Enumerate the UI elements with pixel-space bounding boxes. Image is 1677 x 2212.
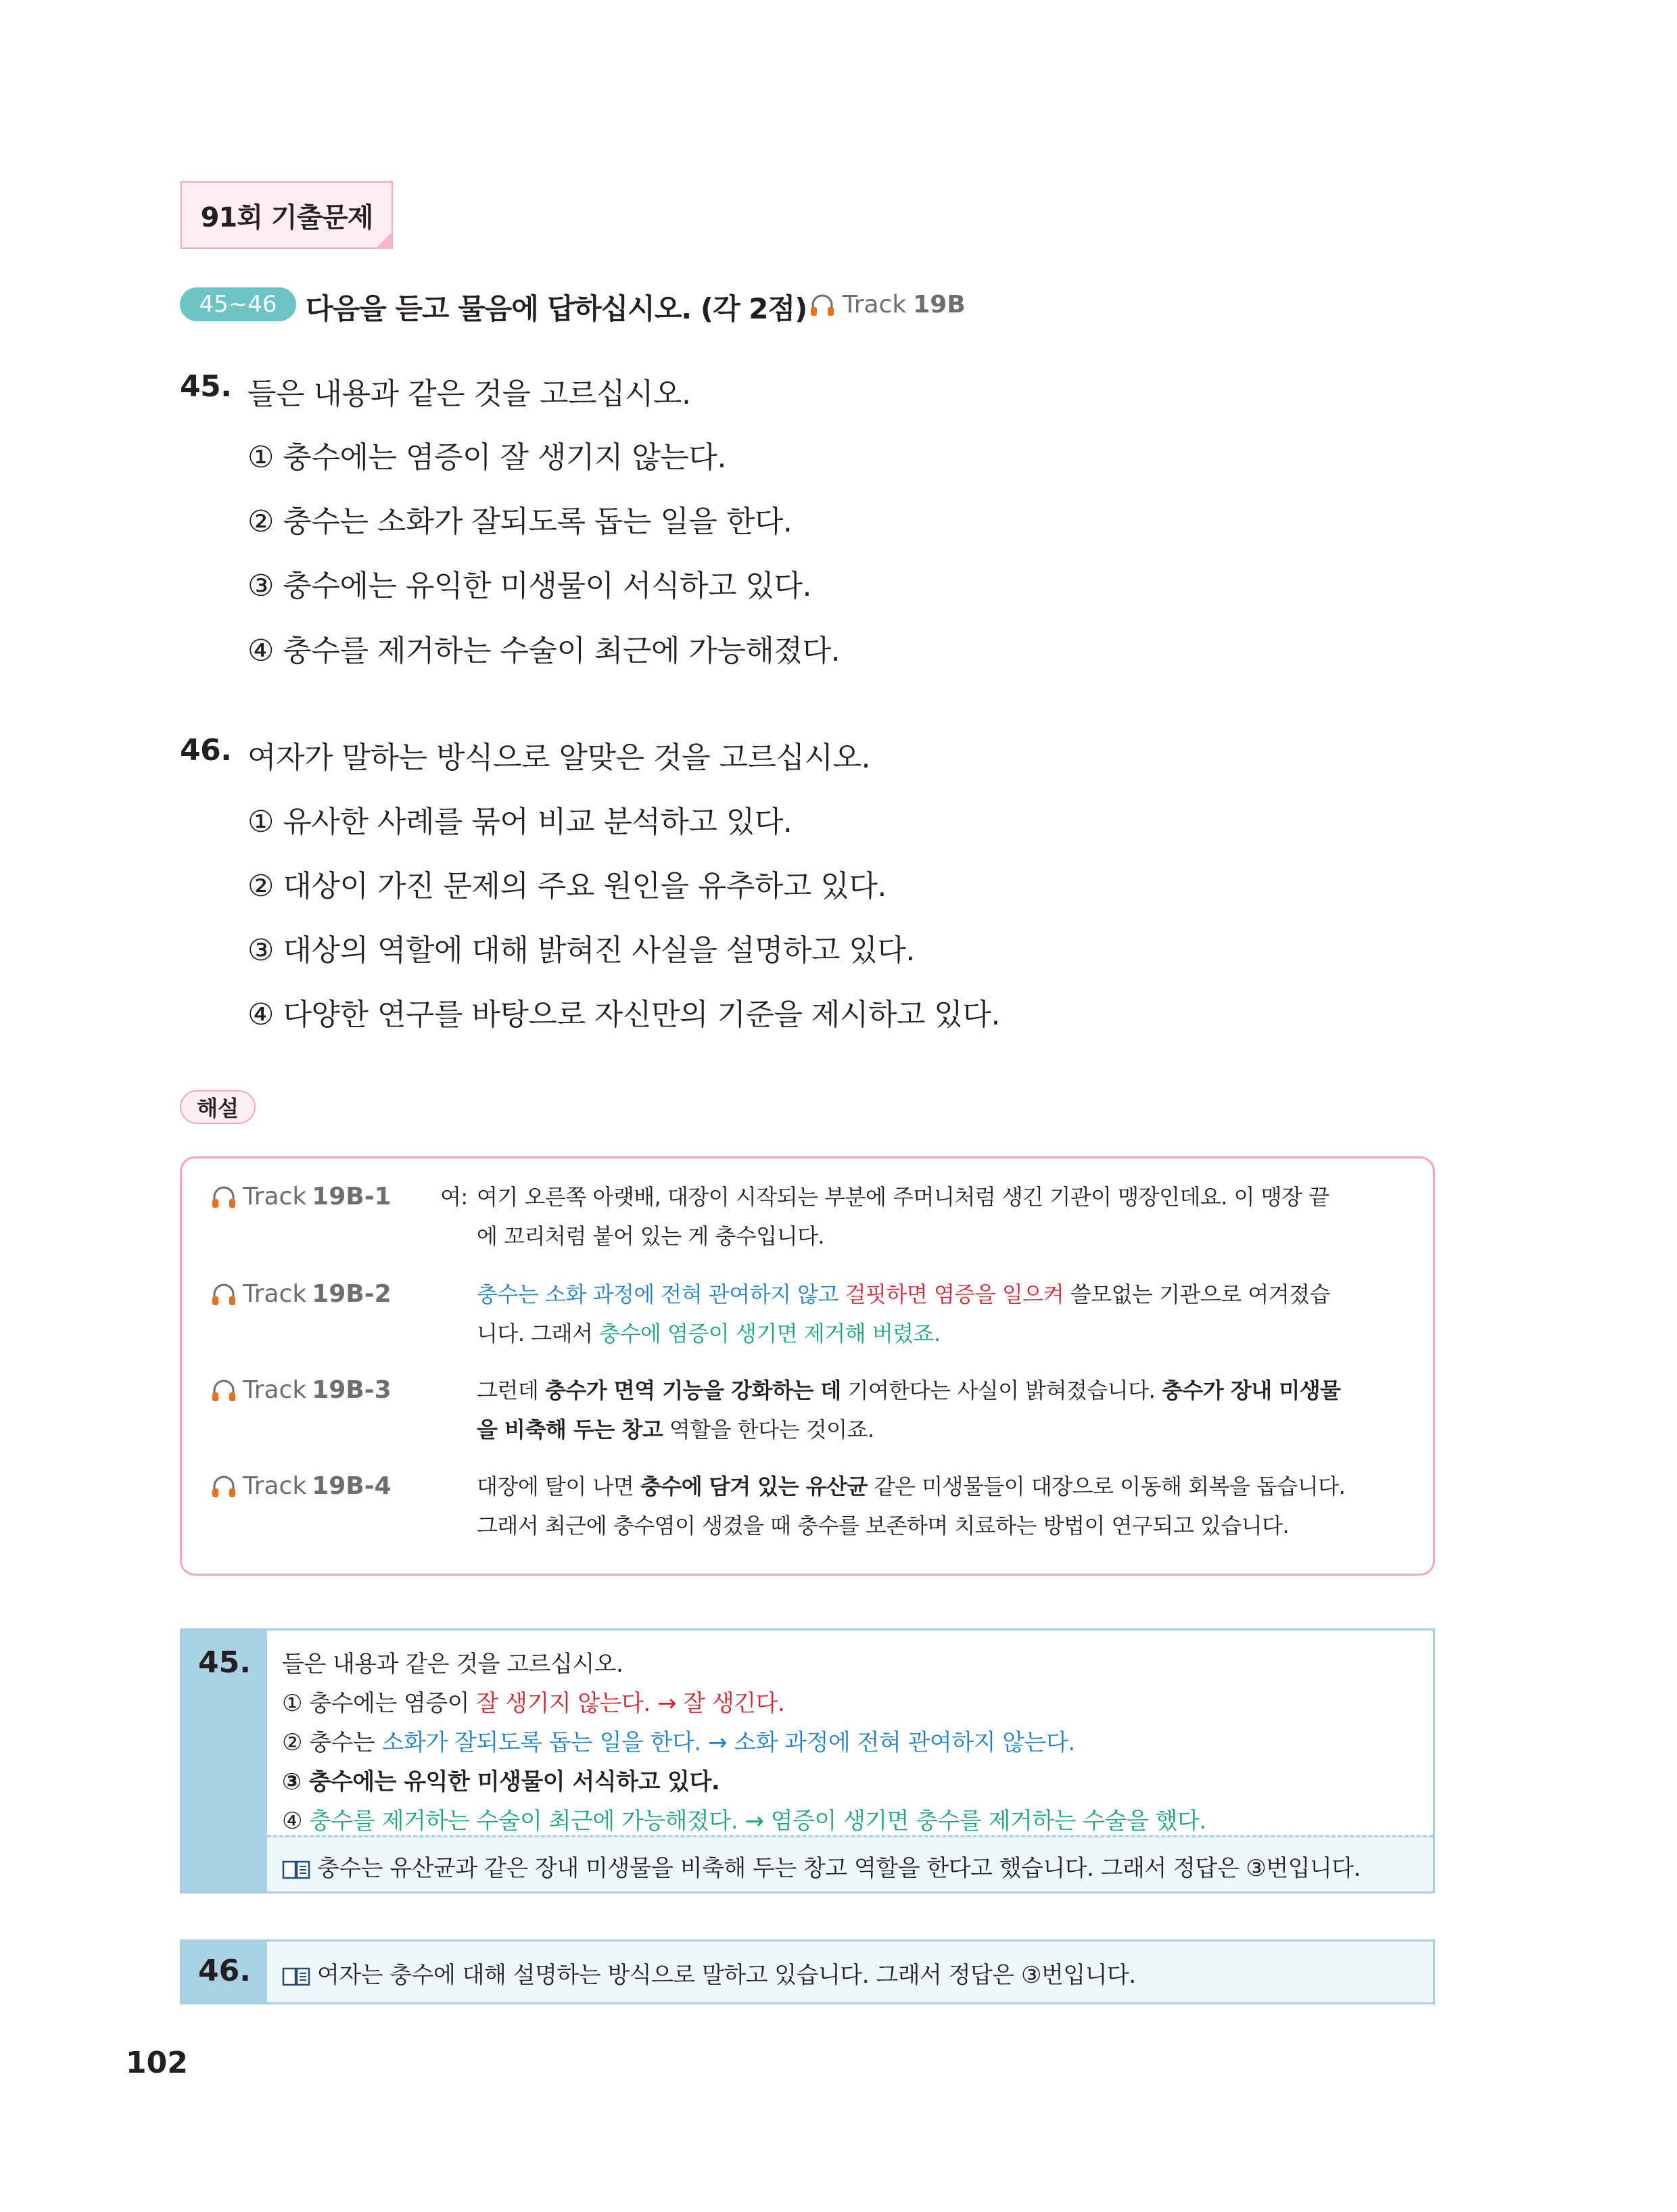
question-45-option-1[interactable]: ① 충수에는 염증이 잘 생기지 않는다. (247, 440, 726, 475)
answer-45-option-4-correction: 충수를 제거하는 수술이 최근에 가능해졌다. → 염증이 생기면 충수를 제거하는 수술을 했다. (309, 1808, 1206, 1835)
track-number: 19B (913, 291, 966, 319)
question-range-badge: 45~46 (180, 287, 296, 321)
question-45-option-2[interactable]: ② 충수는 소화가 잘되도록 돕는 일을 한다. (247, 504, 793, 539)
track-number: 19B-2 (312, 1280, 392, 1308)
answer-45-option-1-text: ① 충수에는 염증이 (282, 1690, 470, 1717)
question-45-option-4[interactable]: ④ 충수를 제거하는 수술이 최근에 가능해졌다. (247, 634, 840, 668)
book-icon (282, 1860, 310, 1880)
question-45-prompt: 들은 내용과 같은 것을 고르십시오. (247, 377, 691, 411)
page-number: 102 (126, 2046, 188, 2080)
answer-45-prompt: 들은 내용과 같은 것을 고르십시오. (282, 1651, 623, 1678)
transcript-track-1[interactable] (210, 1183, 392, 1210)
answer-45-explanation (267, 1835, 1433, 1891)
answer-45-option-1 (282, 1685, 784, 1718)
instruction-track[interactable] (809, 291, 966, 319)
section-title-tab (181, 181, 393, 249)
transcript-track-3[interactable] (210, 1376, 392, 1404)
transcript-4-line-1 (477, 1467, 1410, 1506)
question-46-option-1[interactable]: ① 유사한 사례를 묶어 비교 분석하고 있다. (247, 805, 793, 839)
transcript-2-highlight-g: 충수에 염증이 생기면 제거해 버렸죠. (599, 1321, 941, 1346)
answer-46-number: 46. (182, 1942, 267, 2002)
question-45-number: 45. (180, 369, 232, 404)
answer-45-option-2-correction: 소화가 잘되도록 돕는 일을 한다. → 소화 과정에 전혀 관여하지 않는다. (381, 1729, 1075, 1756)
transcript-2-line-2 (477, 1314, 1410, 1353)
transcript-3-bold-b: 충수가 면역 기능을 강화하는 데 (544, 1378, 841, 1403)
instruction-text: 다음을 듣고 물음에 답하십시오. (각 2점) (306, 292, 807, 325)
transcript-2-highlight-b: 걸핏하면 (845, 1281, 928, 1307)
track-label: Track (243, 1280, 307, 1308)
section-title: 91회 기출문제 (200, 202, 373, 233)
headphones-icon (210, 1185, 237, 1209)
transcript-2-highlight-a: 충수는 소화 과정에 전혀 관여하지 않고 (477, 1281, 839, 1307)
transcript-2-text-e: 쓸모없는 기관으로 여겨졌습 (1070, 1281, 1331, 1307)
commentary-label: 해설 (180, 1090, 256, 1124)
transcript-3-bold-e: 을 비축해 두는 창고 (477, 1417, 663, 1442)
transcript-4-text-c: 같은 미생물들이 대장으로 이동해 회복을 돕습니다. (874, 1474, 1346, 1499)
answer-46-explanation-line (282, 1956, 1136, 1990)
transcript-4-text-a: 대장에 탈이 나면 (477, 1474, 634, 1499)
transcript-1-line-2: 에 꼬리처럼 붙어 있는 게 충수입니다. (477, 1223, 825, 1249)
answer-45-option-1-correction: 잘 생기지 않는다. → 잘 생긴다. (476, 1690, 785, 1717)
answer-45-explanation-line (282, 1850, 1361, 1883)
transcript-3-bold-d: 충수가 장내 미생물 (1161, 1378, 1341, 1403)
answer-45-option-2-text: ② 충수는 (282, 1729, 375, 1756)
answer-45-number: 45. (182, 1630, 267, 1891)
question-46-option-4[interactable]: ④ 다양한 연구를 바탕으로 자신만의 기준을 제시하고 있다. (247, 997, 1000, 1032)
track-number: 19B-1 (312, 1183, 392, 1210)
headphones-icon (210, 1378, 237, 1403)
transcript-track-2[interactable] (210, 1280, 392, 1308)
answer-46-explanation-text: 여자는 충수에 대해 설명하는 방식으로 말하고 있습니다. 그래서 정답은 ③번입니다. (317, 1962, 1136, 1989)
transcript-2-line-1 (477, 1275, 1410, 1314)
book-icon (282, 1967, 310, 1987)
question-46-number: 46. (180, 733, 232, 768)
headphones-icon (210, 1474, 237, 1499)
track-label: Track (243, 1376, 307, 1404)
track-label: Track (243, 1183, 307, 1210)
answer-45-option-2 (282, 1724, 1075, 1757)
tab-fold-shade (375, 231, 393, 249)
transcript-track-4[interactable] (210, 1472, 392, 1500)
question-46-option-3[interactable]: ③ 대상의 역할에 대해 밝혀진 사실을 설명하고 있다. (247, 933, 915, 968)
track-number: 19B-4 (312, 1472, 392, 1500)
track-label: Track (243, 1472, 307, 1500)
transcript-1-line-1: 여기 오른쪽 아랫배, 대장이 시작되는 부분에 주머니처럼 생긴 기관이 맹장인데요. 이 맹장 끝 (477, 1184, 1329, 1210)
question-46-prompt: 여자가 말하는 방식으로 알맞은 것을 고르십시오. (247, 740, 870, 775)
transcript-4-bold-b: 충수에 담겨 있는 유산균 (640, 1474, 868, 1499)
question-45-option-3[interactable]: ③ 충수에는 유익한 미생물이 서식하고 있다. (247, 569, 811, 603)
transcript-2-highlight-c: 염증을 (933, 1281, 996, 1307)
transcript-3-text-c: 기여한다는 사실이 밝혀졌습니다. (847, 1378, 1156, 1403)
question-46-option-2[interactable]: ② 대상이 가진 문제의 주요 원인을 유추하고 있다. (247, 869, 887, 903)
transcript-box (180, 1156, 1435, 1576)
transcript-2-highlight-d: 일으켜 (1001, 1281, 1064, 1307)
track-label: Track (843, 291, 907, 319)
transcript-2-text-f: 니다. 그래서 (477, 1321, 593, 1346)
transcript-3-text-f: 역할을 한다는 것이죠. (669, 1417, 874, 1442)
track-number: 19B-3 (312, 1376, 392, 1404)
headphones-icon (210, 1282, 237, 1307)
answer-46-box (180, 1939, 1435, 2004)
transcript-3-line-1 (477, 1371, 1410, 1410)
answer-45-option-4-marker: ④ (282, 1808, 302, 1835)
transcript-3-line-2 (477, 1410, 1410, 1449)
headphones-icon (809, 293, 836, 317)
answer-45-explanation-text: 충수는 유산균과 같은 장내 미생물을 비축해 두는 창고 역할을 한다고 했습니다. 그래서 정답은 ③번입니다. (317, 1855, 1361, 1882)
speaker-label: 여: (440, 1184, 468, 1210)
answer-46-explanation (267, 1942, 1433, 2002)
answer-45-option-4 (282, 1802, 1206, 1835)
answer-45-box (180, 1628, 1435, 1893)
transcript-3-text-a: 그런데 (477, 1378, 539, 1403)
answer-45-option-3-correct: ③ 충수에는 유익한 미생물이 서식하고 있다. (282, 1768, 720, 1795)
transcript-4-line-2: 그래서 최근에 충수염이 생겼을 때 충수를 보존하며 치료하는 방법이 연구되고 있습니다. (477, 1513, 1290, 1538)
